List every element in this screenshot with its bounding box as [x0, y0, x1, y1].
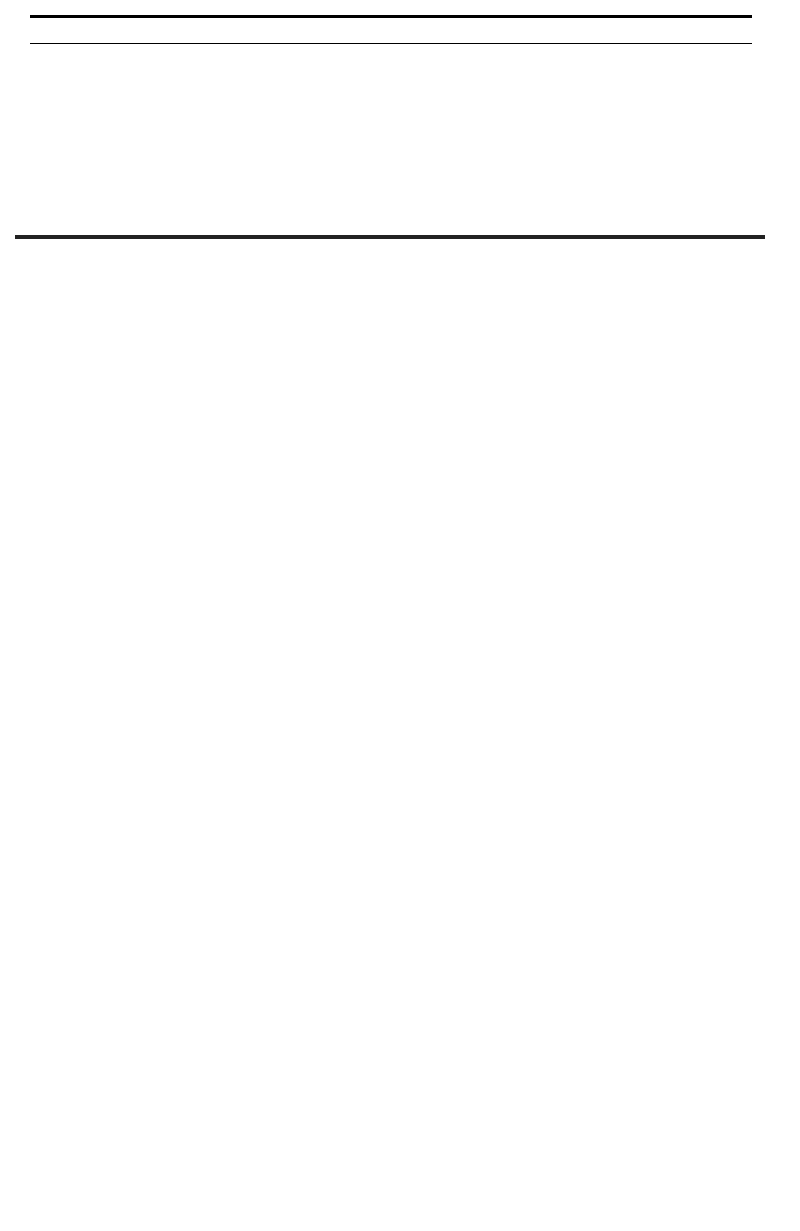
col-header-place — [290, 236, 555, 238]
header-rule-bottom — [30, 43, 752, 44]
col-header-areas — [16, 236, 290, 238]
header-rule-top — [30, 15, 752, 18]
col-header-dates — [555, 236, 764, 238]
muster-table — [15, 235, 765, 239]
table-header-row — [16, 236, 764, 238]
